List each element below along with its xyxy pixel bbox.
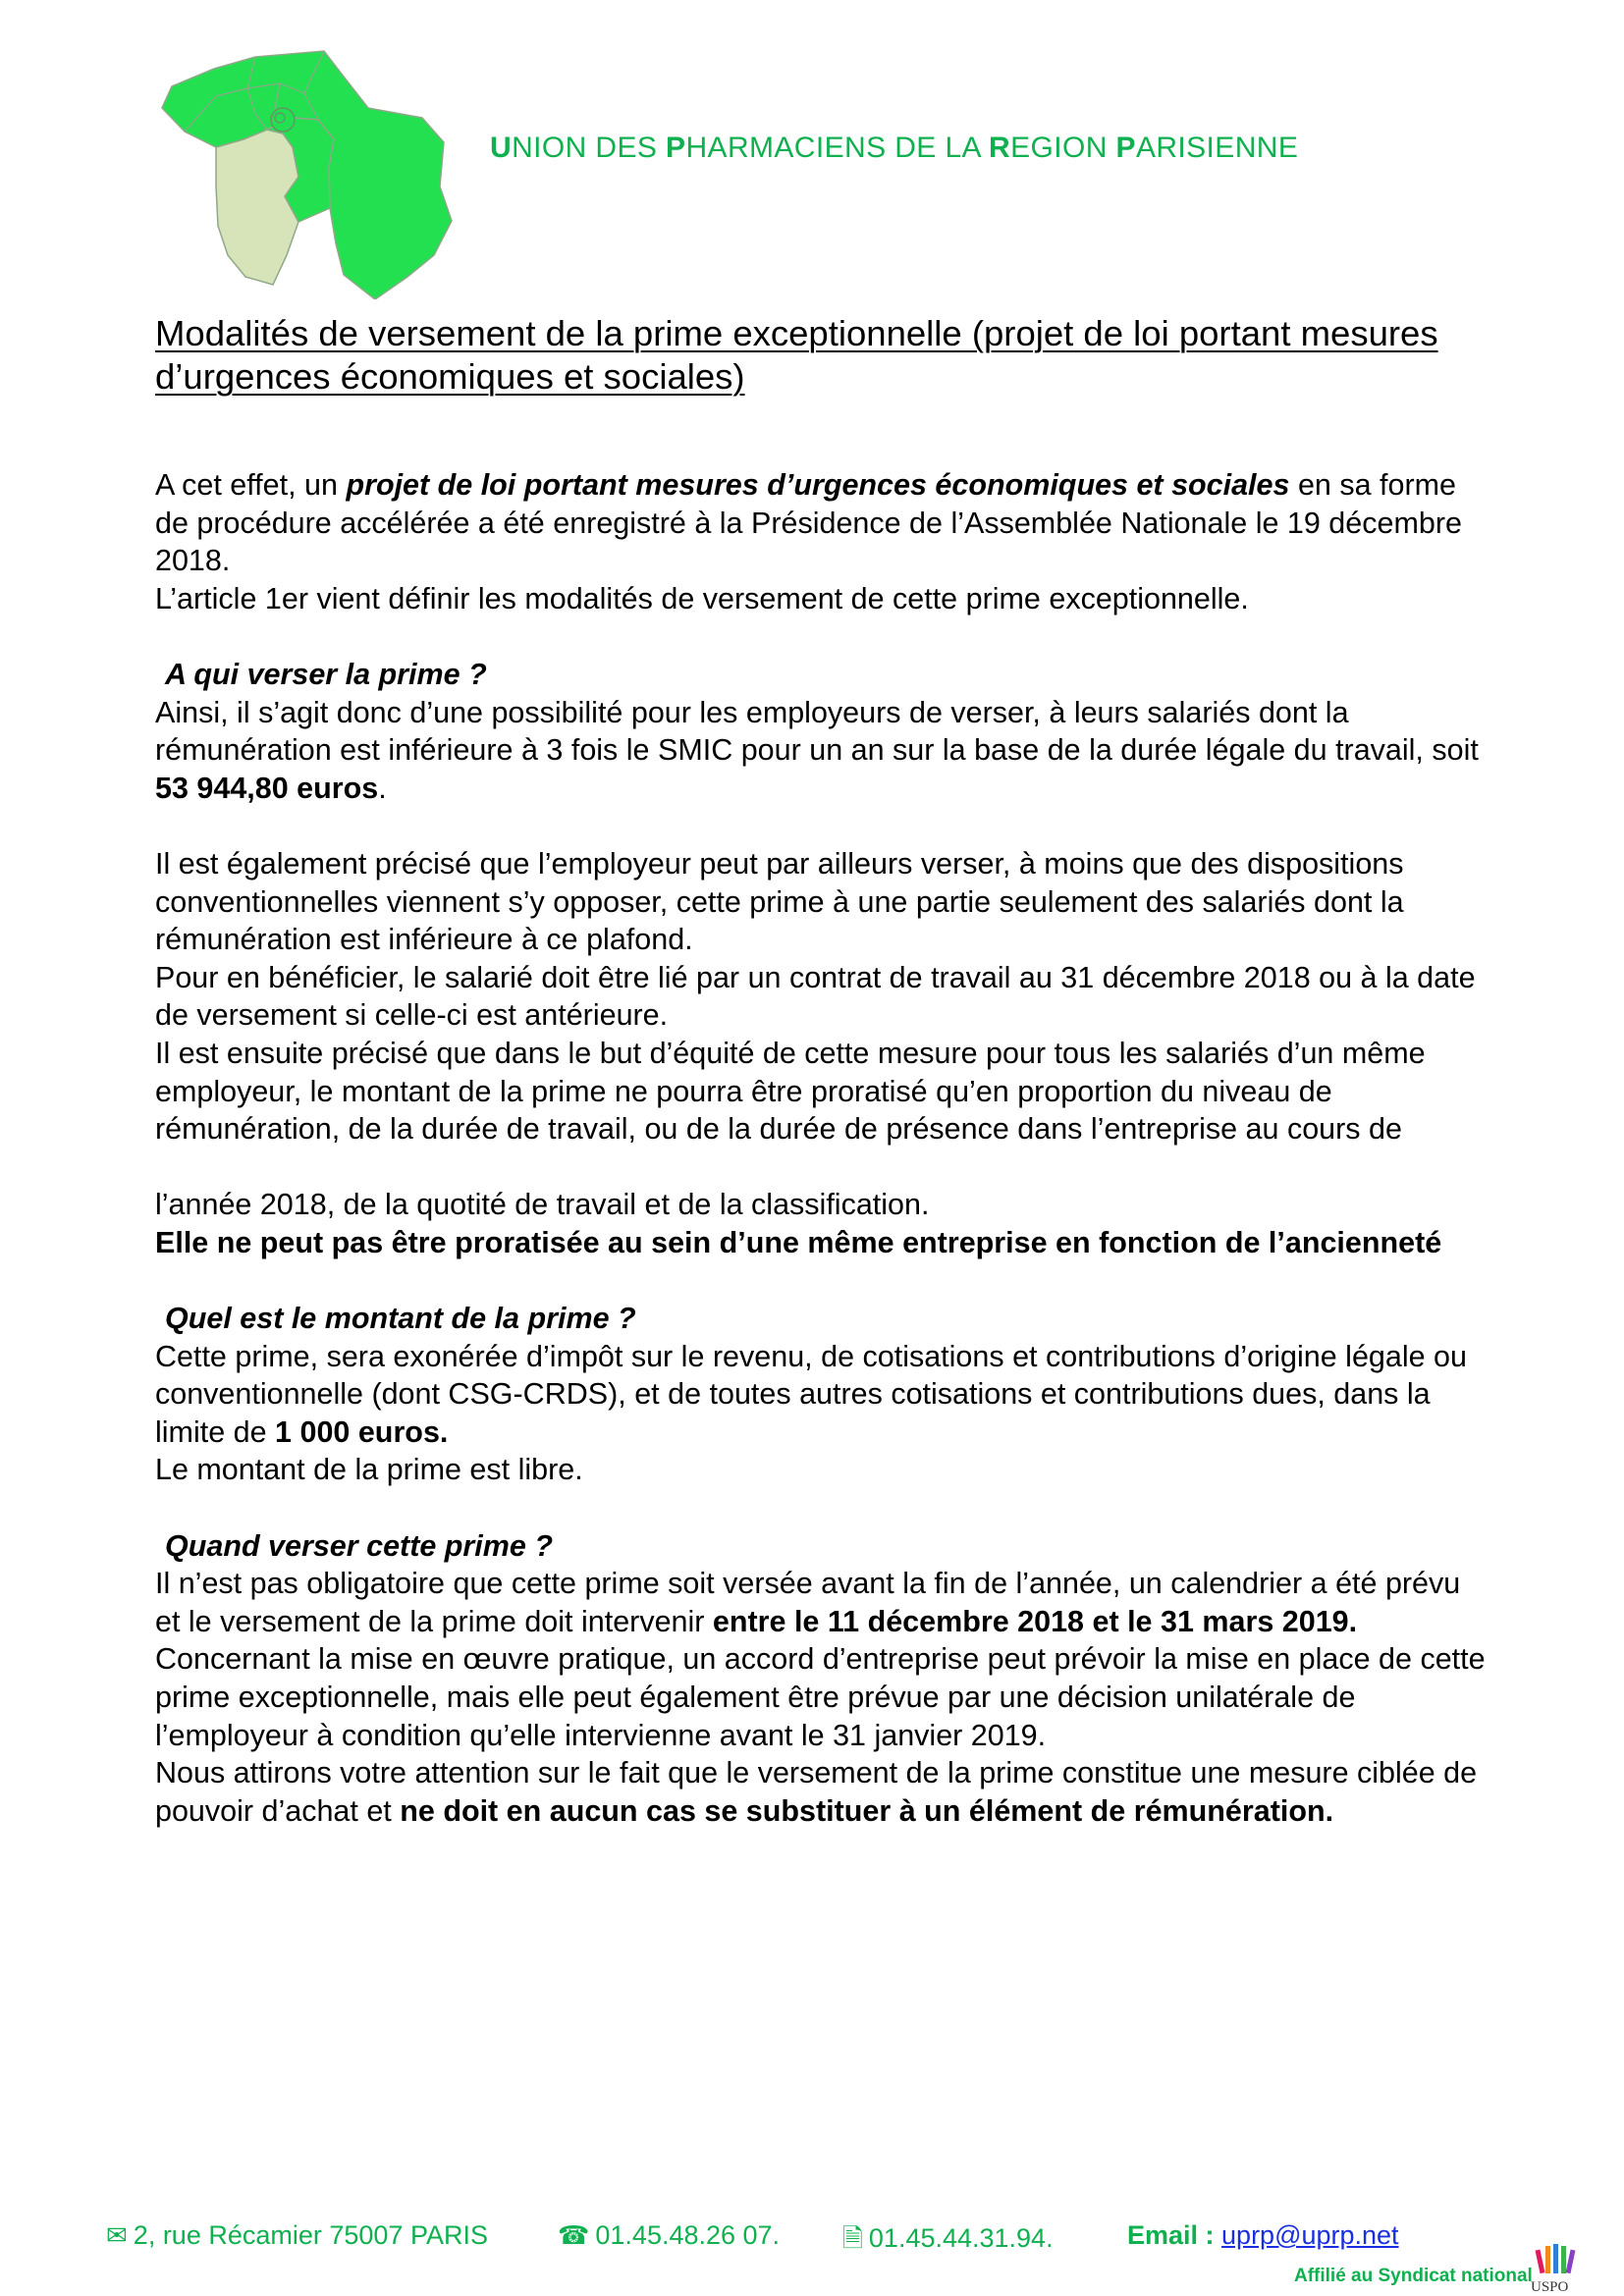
paragraph: Ainsi, il s’agit donc d’une possibilité pour les employeurs de verser, à leurs salariés dont la rémunération est inférieure à 3 fois le SMIC pour un an sur la base de la durée légale du travail, soit 53 944,80 euros. — [155, 695, 1479, 805]
email-link[interactable]: uprp@uprp.net — [1221, 2220, 1399, 2250]
section-heading-when: Quand verser cette prime ? — [165, 1528, 553, 1563]
paragraph: Le montant de la prime est libre. — [155, 1453, 583, 1487]
organization-name: UNION DES PHARMACIENS DE LA REGION PARISIENNE — [490, 132, 1299, 164]
paragraph: l’année 2018, de la quotité de travail et de la classification. — [155, 1188, 930, 1222]
document-body — [155, 466, 1490, 1830]
paragraph: Nous attirons votre attention sur le fait que le versement de la prime constitue une mesure ciblée de pouvoir d’achat et ne doit en aucun cas se substituer à un élément de rémunération. — [155, 1756, 1478, 1828]
paragraph: Il n’est pas obligatoire que cette prime soit versée avant la fin de l’année, un calendrier a été prévu et le versement de la prime doit intervenir entre le 11 décembre 2018 et le 31 mars 2019. — [155, 1567, 1461, 1638]
footer-address: ✉ 2, rue Récamier 75007 PARIS — [106, 2220, 488, 2251]
footer-phone: ☎ 01.45.48.26 07. — [558, 2220, 781, 2251]
paragraph: Il est ensuite précisé que dans le but d’équité de cette mesure pour tous les salariés d’un même employeur, le montant de la prime ne pourra être proratisé qu’en proportion du niveau de rémunération, de la durée de travail, ou de la durée de présence dans l’entreprise au cours de — [155, 1036, 1426, 1147]
intro-paragraph: A cet effet, un projet de loi portant mesures d’urgences économiques et sociales en sa forme de procédure accélérée a été enregistré à la Présidence de l’Assemblée Nationale le 19 décembre 2018. — [155, 468, 1462, 578]
section-heading-who: A qui verser la prime ? — [165, 657, 487, 691]
envelope-icon: ✉ — [106, 2221, 128, 2251]
document-icon: 🗎 — [842, 2224, 863, 2254]
paragraph: Pour en bénéficier, le salarié doit être lié par un contrat de travail au 31 décembre 2018 ou à la date de versement si celle-ci est antérieure. — [155, 960, 1476, 1033]
footer-fax: 🗎 01.45.44.31.94. — [842, 2223, 1054, 2254]
phone-icon: ☎ — [558, 2221, 590, 2251]
uspo-label: USPO — [1531, 2279, 1569, 2295]
paragraph: Il est également précisé que l’employeur peut par ailleurs verser, à moins que des dispositions conventionnelles viennent s’y opposer, cette prime à une partie seulement des salariés dont la rémunération est inférieure à ce plafond. — [155, 846, 1404, 957]
affiliation-text: Affilié au Syndicat national — [1294, 2266, 1533, 2286]
paragraph-bold: Elle ne peut pas être proratisée au sein d’une même entreprise en fonction de l’ancienneté — [155, 1225, 1442, 1259]
intro-article-paragraph: L’article 1er vient définir les modalités de versement de cette prime exceptionnelle. — [155, 581, 1249, 615]
section-heading-amount: Quel est le montant de la prime ? — [165, 1302, 636, 1336]
region-map-logo — [157, 49, 461, 299]
paragraph: Cette prime, sera exonérée d’impôt sur le revenu, de cotisations et contributions d’origine légale ou conventionnelle (dont CSG-CRDS), et de toutes autres cotisations et contributions dues, dans la limite de 1 000 euros. — [155, 1339, 1467, 1449]
paragraph: Concernant la mise en œuvre pratique, un accord d’entreprise peut prévoir la mise en place de cette prime exceptionnelle, mais elle peut également être prévue par une décision unilatérale de l’employeur à condition qu’elle intervienne avant le 31 janvier 2019. — [155, 1642, 1486, 1752]
document-title: Modalités de versement de la prime exceptionnelle (projet de loi portant mesures d’urgences économiques et sociales) — [155, 313, 1438, 397]
footer-email: Email : uprp@uprp.net — [1127, 2220, 1399, 2250]
